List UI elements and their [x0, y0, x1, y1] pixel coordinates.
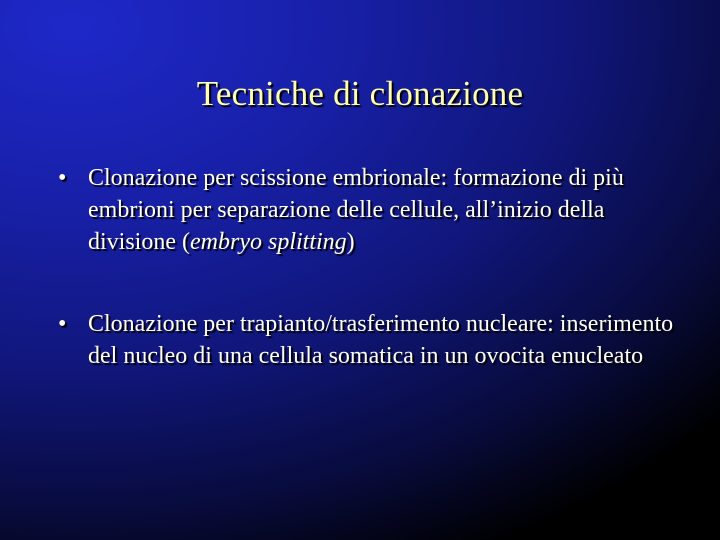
bullet-item-embryo-splitting: [58, 162, 698, 258]
slide-title: Tecniche di clonazione: [196, 74, 524, 113]
bullet-marker: •: [58, 165, 67, 191]
bullet-text-part: ): [346, 229, 355, 255]
bullet-text-part: Clonazione per scissione embrionale: formazione di più embrioni per separazione delle cellule, all’inizio della divisione (: [88, 165, 624, 255]
bullet-text: Clonazione per trapianto/trasferimento nucleare: inserimento del nucleo di una cellula somatica in un ovocita enucleato: [88, 311, 674, 369]
bullet-marker: •: [58, 311, 67, 337]
bullet-emphasis: embryo splitting: [190, 229, 347, 255]
bullet-list: [58, 162, 698, 372]
bullet-item-nuclear-transfer: [58, 308, 698, 372]
